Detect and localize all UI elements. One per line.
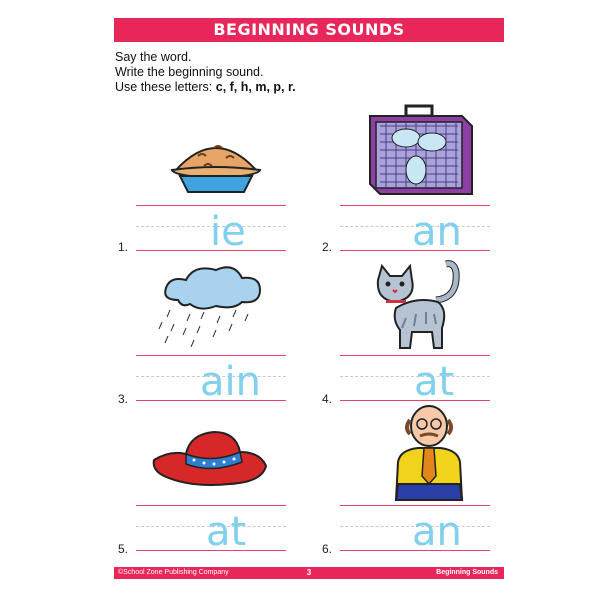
page-number: 3 xyxy=(306,568,312,577)
guide-top-line xyxy=(136,355,286,356)
word-ending: at xyxy=(414,359,455,405)
item-number: 1. xyxy=(118,240,129,254)
instruction-line-1: Say the word. xyxy=(115,50,192,64)
man-icon xyxy=(390,402,468,502)
guide-top-line xyxy=(136,205,286,206)
instructions xyxy=(115,50,296,95)
item-number: 4. xyxy=(322,392,333,406)
guide-top-line xyxy=(340,505,490,506)
letter-list: c, f, h, m, p, r. xyxy=(215,80,296,94)
section-name: Beginning Sounds xyxy=(436,569,498,576)
fan-icon xyxy=(366,104,476,198)
word-ending: an xyxy=(412,209,462,255)
word-ending: ie xyxy=(210,209,246,255)
pie-icon xyxy=(168,126,264,196)
item-number: 6. xyxy=(322,542,333,556)
page-title: BEGINNING SOUNDS xyxy=(114,18,504,42)
guide-top-line xyxy=(136,505,286,506)
item-number: 2. xyxy=(322,240,333,254)
hat-icon xyxy=(150,428,270,490)
cat-icon xyxy=(372,258,468,354)
page-footer xyxy=(114,567,504,579)
guide-top-line xyxy=(340,355,490,356)
word-ending: ain xyxy=(200,359,261,405)
guide-top-line xyxy=(340,205,490,206)
instruction-line-3 xyxy=(115,80,296,95)
instruction-line-2: Write the beginning sound. xyxy=(115,65,264,79)
instruction-prefix: Use these letters: xyxy=(115,80,216,94)
publisher-credit: ©School Zone Publishing Company xyxy=(118,569,229,576)
item-number: 3. xyxy=(118,392,129,406)
rain-icon xyxy=(150,262,270,348)
word-ending: at xyxy=(206,509,247,555)
item-number: 5. xyxy=(118,542,129,556)
word-ending: an xyxy=(412,509,462,555)
